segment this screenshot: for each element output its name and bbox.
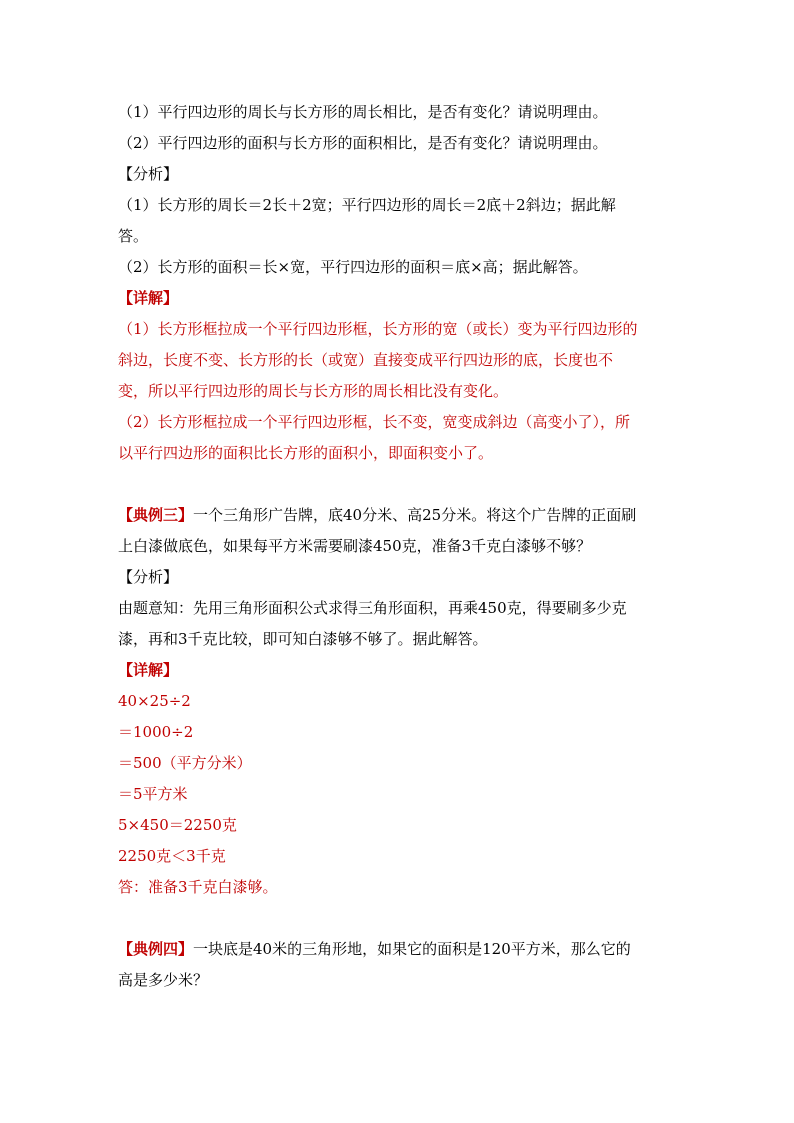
detail-2-line-1: （2）长方形框拉成一个平行四边形框，长不变，宽变成斜边（高变小了），所 <box>118 413 631 431</box>
detail-2-line-2: 以平行四边形的面积比长方形的面积小，即面积变小了。 <box>118 444 494 462</box>
example-3-analysis-label: 【分析】 <box>118 568 179 586</box>
analysis-label: 【分析】 <box>118 165 179 183</box>
example-3-analysis-line-1: 由题意知：先用三角形面积公式求得三角形面积，再乘450克，得要刷多少克 <box>118 599 627 617</box>
example-3-step-5: 5×450＝2250克 <box>118 816 237 834</box>
example-3-step-3: ＝500（平方分米） <box>118 754 252 772</box>
example-4-question-line-1 <box>118 934 678 965</box>
example-3-question-line-2: 上白漆做底色，如果每平方米需要刷漆450克，准备3千克白漆够不够？ <box>118 537 592 555</box>
spacer <box>118 903 678 934</box>
example-4-question-text: 一块底是40米的三角形地，如果它的面积是120平方米，那么它的 <box>193 940 631 958</box>
detail-1-line-2: 斜边，长度不变、长方形的长（或宽）直接变成平行四边形的底，长度也不 <box>118 351 614 369</box>
spacer <box>118 469 678 500</box>
detail-1-line-3: 变，所以平行四边形的周长与长方形的周长相比没有变化。 <box>118 382 509 400</box>
detail-label: 【详解】 <box>118 289 179 307</box>
example-3-answer: 答：准备3千克白漆够。 <box>118 878 278 896</box>
example-3-title: 【典例三】 <box>118 506 194 524</box>
example-4-question-line-2: 高是多少米？ <box>118 971 209 989</box>
example-3-detail-label: 【详解】 <box>118 661 179 679</box>
analysis-1-line-1: （1）长方形的周长＝2长＋2宽；平行四边形的周长＝2底＋2斜边；据此解 <box>118 196 616 214</box>
analysis-2: （2）长方形的面积＝长×宽，平行四边形的面积＝底×高；据此解答。 <box>118 258 588 276</box>
analysis-1-line-2: 答。 <box>118 227 149 245</box>
example-3-step-6: 2250克＜3千克 <box>118 847 226 865</box>
example-3-step-2: ＝1000÷2 <box>118 723 194 741</box>
document-page <box>118 97 678 996</box>
example-3-analysis-line-2: 漆，再和3千克比较，即可知白漆够不够了。据此解答。 <box>118 630 488 648</box>
question-2: （2）平行四边形的面积与长方形的面积相比，是否有变化？请说明理由。 <box>118 134 608 152</box>
question-1: （1）平行四边形的周长与长方形的周长相比，是否有变化？请说明理由。 <box>118 103 608 121</box>
example-3-question-line-1 <box>118 500 678 531</box>
example-4-title: 【典例四】 <box>118 940 194 958</box>
example-3-step-4: ＝5平方米 <box>118 785 188 803</box>
example-3-step-1: 40×25÷2 <box>118 692 191 710</box>
example-3-question-text: 一个三角形广告牌，底40分米、高25分米。将这个广告牌的正面刷 <box>193 506 637 524</box>
detail-1-line-1: （1）长方形框拉成一个平行四边形框，长方形的宽（或长）变为平行四边形的 <box>118 320 638 338</box>
